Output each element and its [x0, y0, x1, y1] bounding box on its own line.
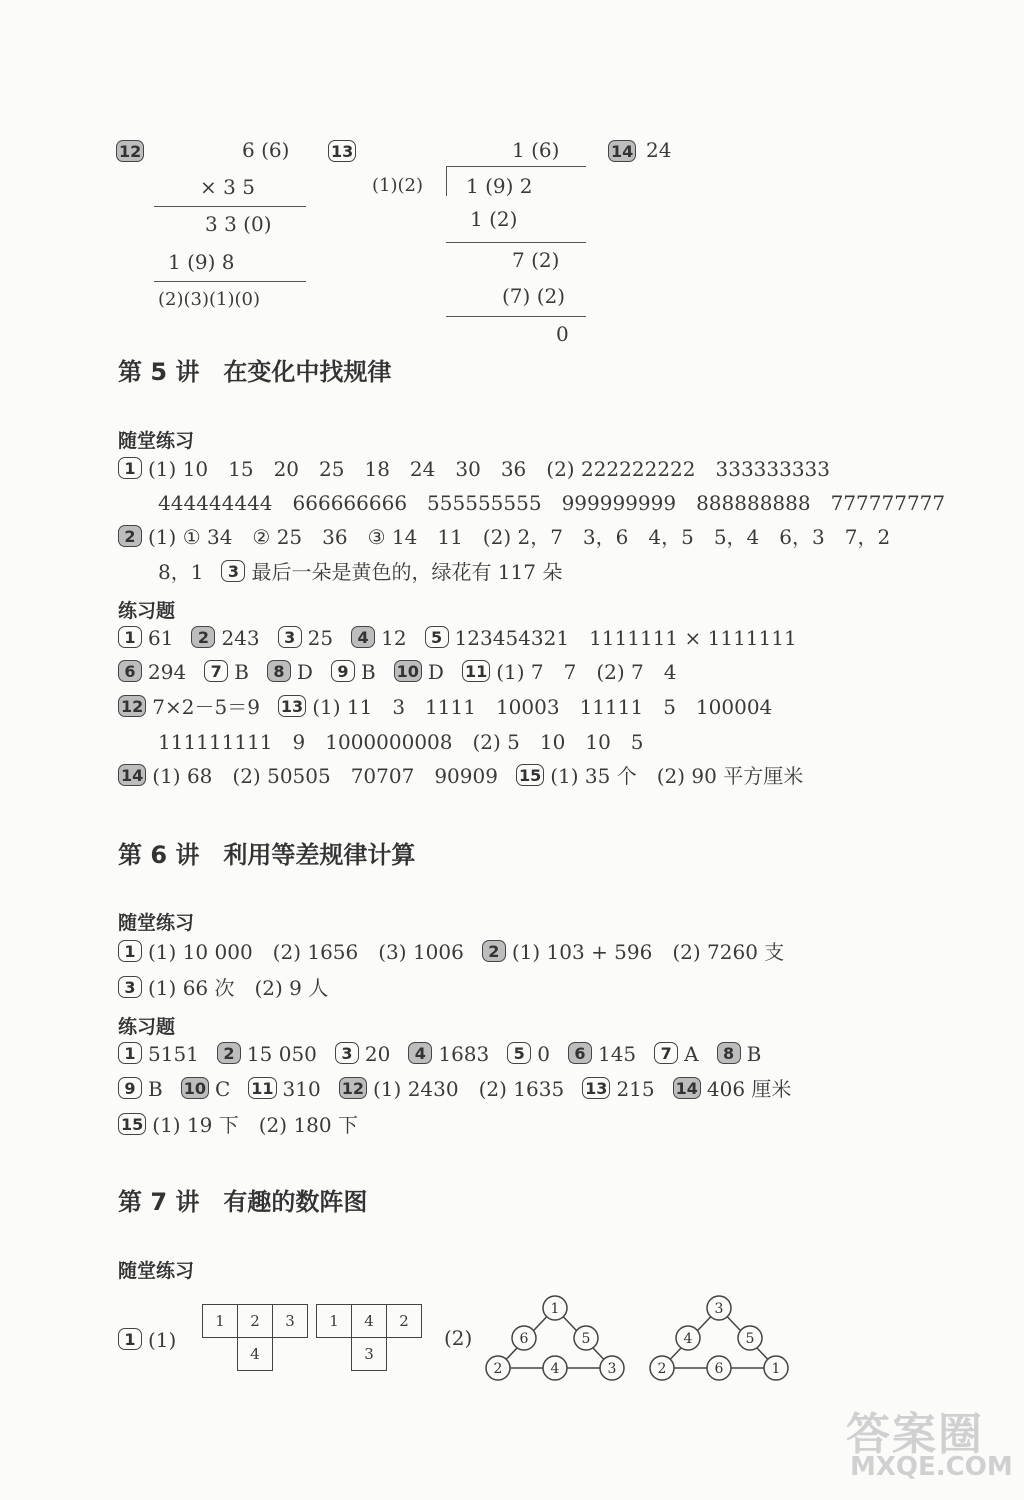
- q13-sub-1: 1 (2): [470, 207, 518, 231]
- s5-practice-heading: 随堂练习: [118, 430, 195, 452]
- q14-badge: 14: [608, 140, 636, 162]
- s5-p2-text-2a: 8，1: [158, 560, 204, 584]
- s6-exercises-heading: 练习题: [118, 1016, 176, 1038]
- tri-a-bottom-mid: 4: [550, 1361, 560, 1377]
- answer-text: 294: [148, 660, 187, 684]
- question-number-badge: 12: [339, 1077, 367, 1099]
- s5-p2-text-1: (1) ① 34 ② 25 36 ③ 14 11 (2) 2，7 3，6 4，5 5，4 6，3 7，2: [148, 525, 891, 549]
- question-number-badge: 12: [118, 695, 146, 717]
- question-number-badge: 15: [118, 1113, 146, 1135]
- watermark-url: MXQE.COM: [850, 1452, 1013, 1482]
- triangle-figure-b: [644, 1290, 794, 1386]
- tri-b-apex: 3: [714, 1301, 724, 1317]
- answer-text: 20: [364, 1042, 391, 1066]
- s5-ex-row-4: [118, 762, 803, 790]
- tri-b-bottom-right: 1: [771, 1361, 781, 1377]
- question-number-badge: 2: [191, 626, 215, 648]
- s7-q1-badge: 1: [118, 1328, 142, 1350]
- answer-text: 15 050: [246, 1042, 317, 1066]
- q13-bar: [446, 166, 586, 167]
- question-number-badge: 8: [717, 1042, 741, 1064]
- s5-p1-text-1: (1) 10 15 20 25 18 24 30 36 (2) 222222222 333333333: [148, 457, 831, 481]
- s6-practice-row-1: [118, 938, 784, 966]
- question-number-badge: 10: [181, 1077, 209, 1099]
- q12-badge: 12: [116, 140, 144, 162]
- q13-dividend: 1 (9) 2: [466, 174, 533, 198]
- question-number-badge: 11: [462, 660, 490, 682]
- q13-rule-2: [446, 316, 586, 317]
- answer-text: 5151: [148, 1042, 199, 1066]
- answer-text: 1683: [438, 1042, 490, 1066]
- q12-rule-1: [154, 206, 306, 207]
- question-number-badge: 2: [482, 940, 506, 962]
- answer-text: (1) 7 7 (2) 7 4: [496, 660, 677, 684]
- question-number-badge: 8: [267, 660, 291, 682]
- answer-text: (1) 66 次 (2) 9 人: [148, 976, 329, 1000]
- s5-p2-badge: 2: [118, 525, 142, 547]
- question-number-badge: 9: [118, 1077, 142, 1099]
- answer-text: 7×2－5＝9: [152, 695, 260, 719]
- watermark-logo: 答案圈: [846, 1409, 984, 1460]
- grid-b-cell-2: 4: [351, 1304, 387, 1338]
- question-number-badge: 7: [654, 1042, 678, 1064]
- answer-text: 0: [537, 1042, 550, 1066]
- s5-p1-badge: 1: [118, 457, 142, 479]
- answer-text: 25: [307, 626, 334, 650]
- s7-part-2-label: (2): [444, 1326, 473, 1350]
- s6-ex-row-1: [118, 1040, 761, 1068]
- s6-ex-row-2: [118, 1075, 791, 1103]
- question-number-badge: 14: [118, 764, 146, 786]
- answer-text: D: [296, 660, 313, 684]
- answer-text: 123454321 1111111 × 1111111: [454, 626, 797, 650]
- grid-b-cell-1: 1: [316, 1304, 352, 1338]
- answer-text: (1) 2430 (2) 1635: [373, 1077, 565, 1101]
- question-number-badge: 6: [568, 1042, 592, 1064]
- q13-quotient: 1 (6): [512, 138, 560, 162]
- grid-a-cell-1: 1: [202, 1304, 238, 1338]
- tri-b-bottom-left: 2: [657, 1361, 667, 1377]
- tri-a-right-mid: 5: [581, 1331, 591, 1347]
- section-6-title: 第 6 讲 利用等差规律计算: [118, 841, 416, 869]
- grid-b-cell-4: 3: [351, 1337, 387, 1371]
- question-number-badge: 13: [278, 695, 306, 717]
- tri-a-bottom-left: 2: [493, 1361, 503, 1377]
- answer-text: (1) 68 (2) 50505 70707 90909: [152, 764, 498, 788]
- tri-b-right-mid: 5: [745, 1331, 755, 1347]
- question-number-badge: 9: [331, 660, 355, 682]
- s6-ex-row-3: [118, 1111, 358, 1139]
- answer-text: D: [427, 660, 444, 684]
- s6-practice-heading: 随堂练习: [118, 912, 195, 934]
- question-number-badge: 3: [278, 626, 302, 648]
- question-number-badge: 13: [582, 1077, 610, 1099]
- answer-text: 243: [221, 626, 260, 650]
- question-number-badge: 6: [118, 660, 142, 682]
- grid-a-cell-2: 2: [237, 1304, 273, 1338]
- answer-text: C: [214, 1077, 231, 1101]
- q12-partial-2: 1 (9) 8: [168, 250, 235, 274]
- q13-divisor: (1)(2): [372, 175, 423, 196]
- answer-text: 406 厘米: [706, 1077, 792, 1101]
- answer-text: (1) 10 000 (2) 1656 (3) 1006: [148, 940, 464, 964]
- answer-text: 215: [616, 1077, 655, 1101]
- s5-ex-row-2: [118, 658, 677, 686]
- q12-partial-1: 3 3 (0): [205, 212, 272, 236]
- question-number-badge: 10: [394, 660, 422, 682]
- s5-exercises-heading: 练习题: [118, 600, 176, 622]
- answer-text: (1) 103 + 596 (2) 7260 支: [511, 940, 785, 964]
- s5-practice-2-line-2: [158, 558, 562, 586]
- question-number-badge: 15: [516, 764, 544, 786]
- question-number-badge: 14: [673, 1077, 701, 1099]
- s7-q1-label: [118, 1326, 176, 1354]
- answer-text: B: [360, 660, 376, 684]
- question-number-badge: 1: [118, 1042, 142, 1064]
- grid-a-cell-3: 3: [272, 1304, 308, 1338]
- question-number-badge: 5: [507, 1042, 531, 1064]
- s6-practice-row-2: [118, 974, 328, 1002]
- tri-a-apex: 1: [550, 1301, 560, 1317]
- question-number-badge: 5: [425, 626, 449, 648]
- question-number-badge: 3: [118, 976, 142, 998]
- answer-text: B: [148, 1077, 163, 1101]
- answer-text: A: [684, 1042, 699, 1066]
- answer-text: 310: [282, 1077, 321, 1101]
- tri-b-bottom-mid: 6: [714, 1361, 724, 1377]
- q14-answer: 24: [646, 138, 672, 162]
- grid-a-cell-4: 4: [237, 1337, 273, 1371]
- q13-sub-2: 7 (2): [512, 248, 560, 272]
- s5-p2-text-2b: 最后一朵是黄色的，绿花有 117 朵: [251, 560, 563, 584]
- q13-sub-3: (7) (2): [502, 284, 566, 308]
- tri-a-left-mid: 6: [519, 1331, 529, 1347]
- q13-rule-1: [446, 242, 586, 243]
- question-number-badge: 1: [118, 940, 142, 962]
- section-7-title: 第 7 讲 有趣的数阵图: [118, 1188, 368, 1216]
- section-5-title: 第 5 讲 在变化中找规律: [118, 358, 392, 386]
- s7-practice-heading: 随堂练习: [118, 1260, 195, 1282]
- answer-text: 61: [148, 626, 174, 650]
- tri-b-left-mid: 4: [683, 1331, 693, 1347]
- question-number-badge: 4: [351, 626, 375, 648]
- answer-text: B: [746, 1042, 762, 1066]
- s5-ex-row-1: [118, 624, 797, 652]
- q12-multiplicand: 6 (6): [242, 138, 290, 162]
- answer-text: (1) 19 下 (2) 180 下: [152, 1113, 358, 1137]
- q12-rule-2: [154, 281, 306, 282]
- q13-remainder: 0: [556, 322, 569, 346]
- answer-text: (1) 11 3 1111 10003 11111 5 100004: [312, 695, 773, 719]
- q12-multiplier: × 3 5: [200, 175, 255, 199]
- answer-text: B: [234, 660, 249, 684]
- question-number-badge: 7: [204, 660, 228, 682]
- question-number-badge: 4: [408, 1042, 432, 1064]
- s5-p2-badge-3: 3: [221, 560, 245, 582]
- question-number-badge: 3: [335, 1042, 359, 1064]
- q13-badge: 13: [328, 140, 356, 162]
- answer-text: (1) 35 个 (2) 90 平方厘米: [550, 764, 804, 788]
- s5-practice-1-line-2: 444444444 666666666 555555555 999999999 888888888 777777777: [158, 491, 946, 515]
- tri-a-bottom-right: 3: [607, 1361, 617, 1377]
- q13-bracket: [446, 166, 447, 196]
- question-number-badge: 2: [217, 1042, 241, 1064]
- s7-part-1-label: (1): [148, 1328, 177, 1352]
- s5-practice-2-line-1: [118, 523, 890, 551]
- s5-practice-1-line-1: [118, 455, 830, 483]
- s5-ex-row-3: [118, 693, 772, 721]
- triangle-figure-a: [480, 1290, 630, 1386]
- q12-product: (2)(3)(1)(0): [158, 289, 260, 310]
- question-number-badge: 11: [248, 1077, 276, 1099]
- answer-text: 12: [381, 626, 407, 650]
- question-number-badge: 1: [118, 626, 142, 648]
- grid-b-cell-3: 2: [386, 1304, 422, 1338]
- answer-text: 145: [597, 1042, 637, 1066]
- s5-ex-row-3b: 111111111 9 1000000008 (2) 5 10 10 5: [158, 730, 644, 754]
